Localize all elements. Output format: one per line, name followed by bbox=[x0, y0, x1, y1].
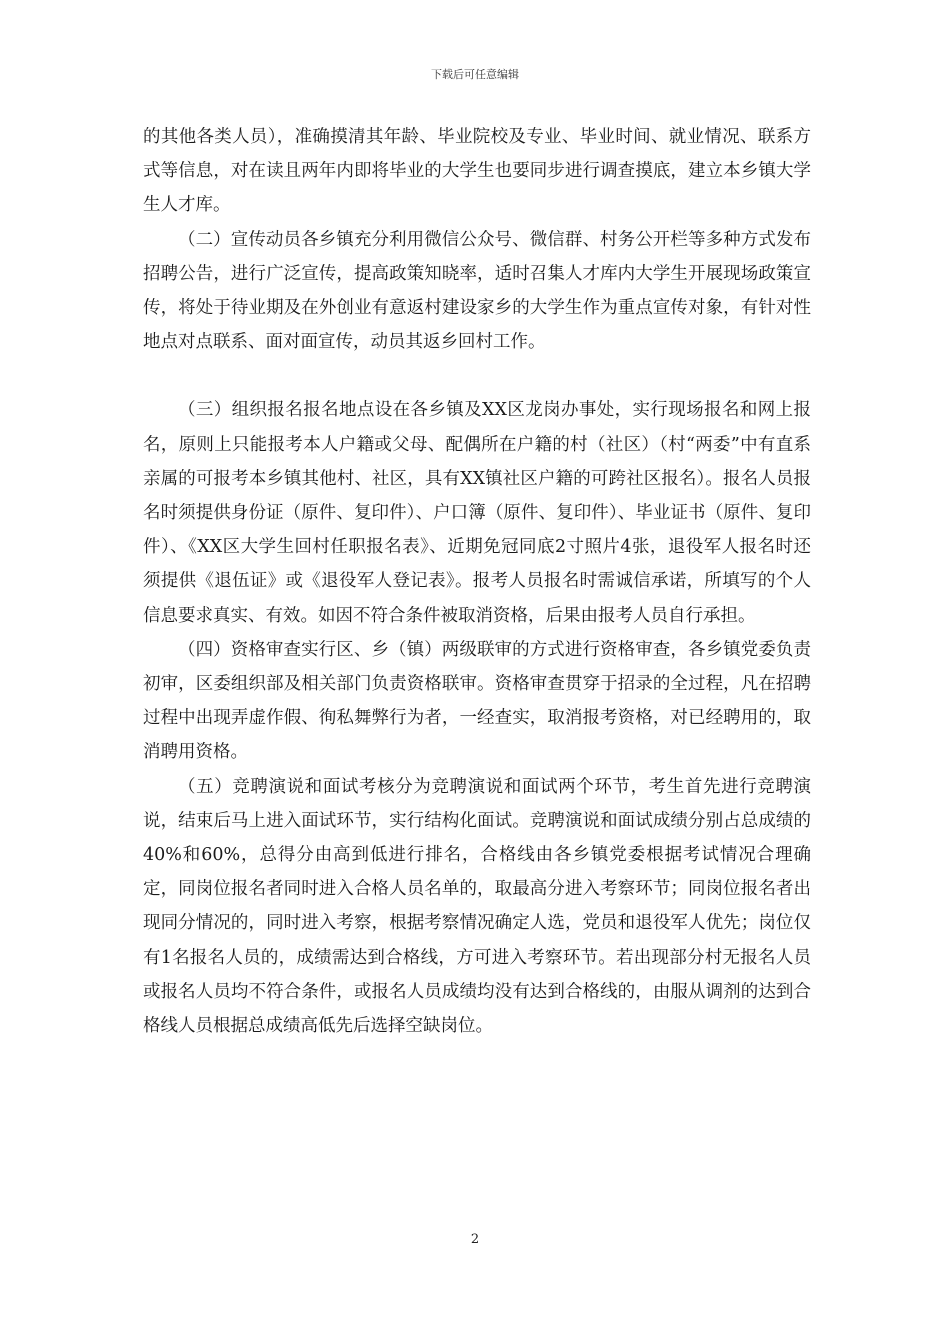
document-body bbox=[143, 120, 811, 1043]
paragraph-qualification-review: （四）资格审查实行区、乡（镇）两级联审的方式进行资格审查，各乡镇党委负责初审，区委组织部及相关部门负责资格联审。资格审查贯穿于招录的全过程，凡在招聘过程中出现弄虚作假、徇私舞弊行为者，一经查实，取消报考资格，对已经聘用的，取消聘用资格。 bbox=[143, 639, 811, 763]
page-number: 2 bbox=[470, 1232, 480, 1247]
paragraph-speech-interview: （五）竞聘演说和面试考核分为竞聘演说和面试两个环节，考生首先进行竞聘演说，结束后马上进入面试环节，实行结构化面试。竞聘演说和面试成绩分别占总成绩的40%和60%，总得分由高到低进行排名，合格线由各乡镇党委根据考试情况合理确定，同岗位报名者同时进入合格人员名单的，取最高分进入考察环节；同岗位报名者出现同分情况的，同时进入考察，根据考察情况确定人选，党员和退役军人优先；岗位仅有1名报名人员的，成绩需达到合格线，方可进入考察环节。若出现部分村无报名人员或报名人员均不符合条件，或报名人员成绩均没有达到合格线的，由服从调剂的达到合格线人员根据总成绩高低先后选择空缺岗位。 bbox=[143, 776, 811, 1037]
paragraph-registration: （三）组织报名报名地点设在各乡镇及XX区龙岗办事处，实行现场报名和网上报名，原则上只能报考本人户籍或父母、配偶所在户籍的村（社区）（村“两委”中有直系亲属的可报考本乡镇其他村、社区，具有XX镇社区户籍的可跨社区报名）。报名人员报名时须提供身份证（原件、复印件）、户口簿（原件、复印件）、毕业证书（原件、复印件）、《XX区大学生回村任职报名表》、近期免冠同底2寸照片4张，退役军人报名时还须提供《退伍证》或《退役军人登记表》。报考人员报名时需诚信承诺，所填写的个人信息要求真实、有效。如因不符合条件被取消资格，后果由报考人员自行承担。 bbox=[143, 400, 811, 626]
paragraph-publicity: （二）宣传动员各乡镇充分利用微信公众号、微信群、村务公开栏等多种方式发布招聘公告，进行广泛宣传，提高政策知晓率，适时召集人才库内大学生开展现场政策宣传，将处于待业期及在外创业有意返村建设家乡的大学生作为重点宣传对象，有针对性地点对点联系、面对面宣传，动员其返乡回村工作。 bbox=[143, 229, 811, 353]
page-header: 下载后可任意编辑 bbox=[431, 68, 519, 81]
paragraph-continued: 的其他各类人员），准确摸清其年龄、毕业院校及专业、毕业时间、就业情况、联系方式等信息，对在读且两年内即将毕业的大学生也要同步进行调查摸底，建立本乡镇大学生人才库。 bbox=[143, 127, 811, 216]
